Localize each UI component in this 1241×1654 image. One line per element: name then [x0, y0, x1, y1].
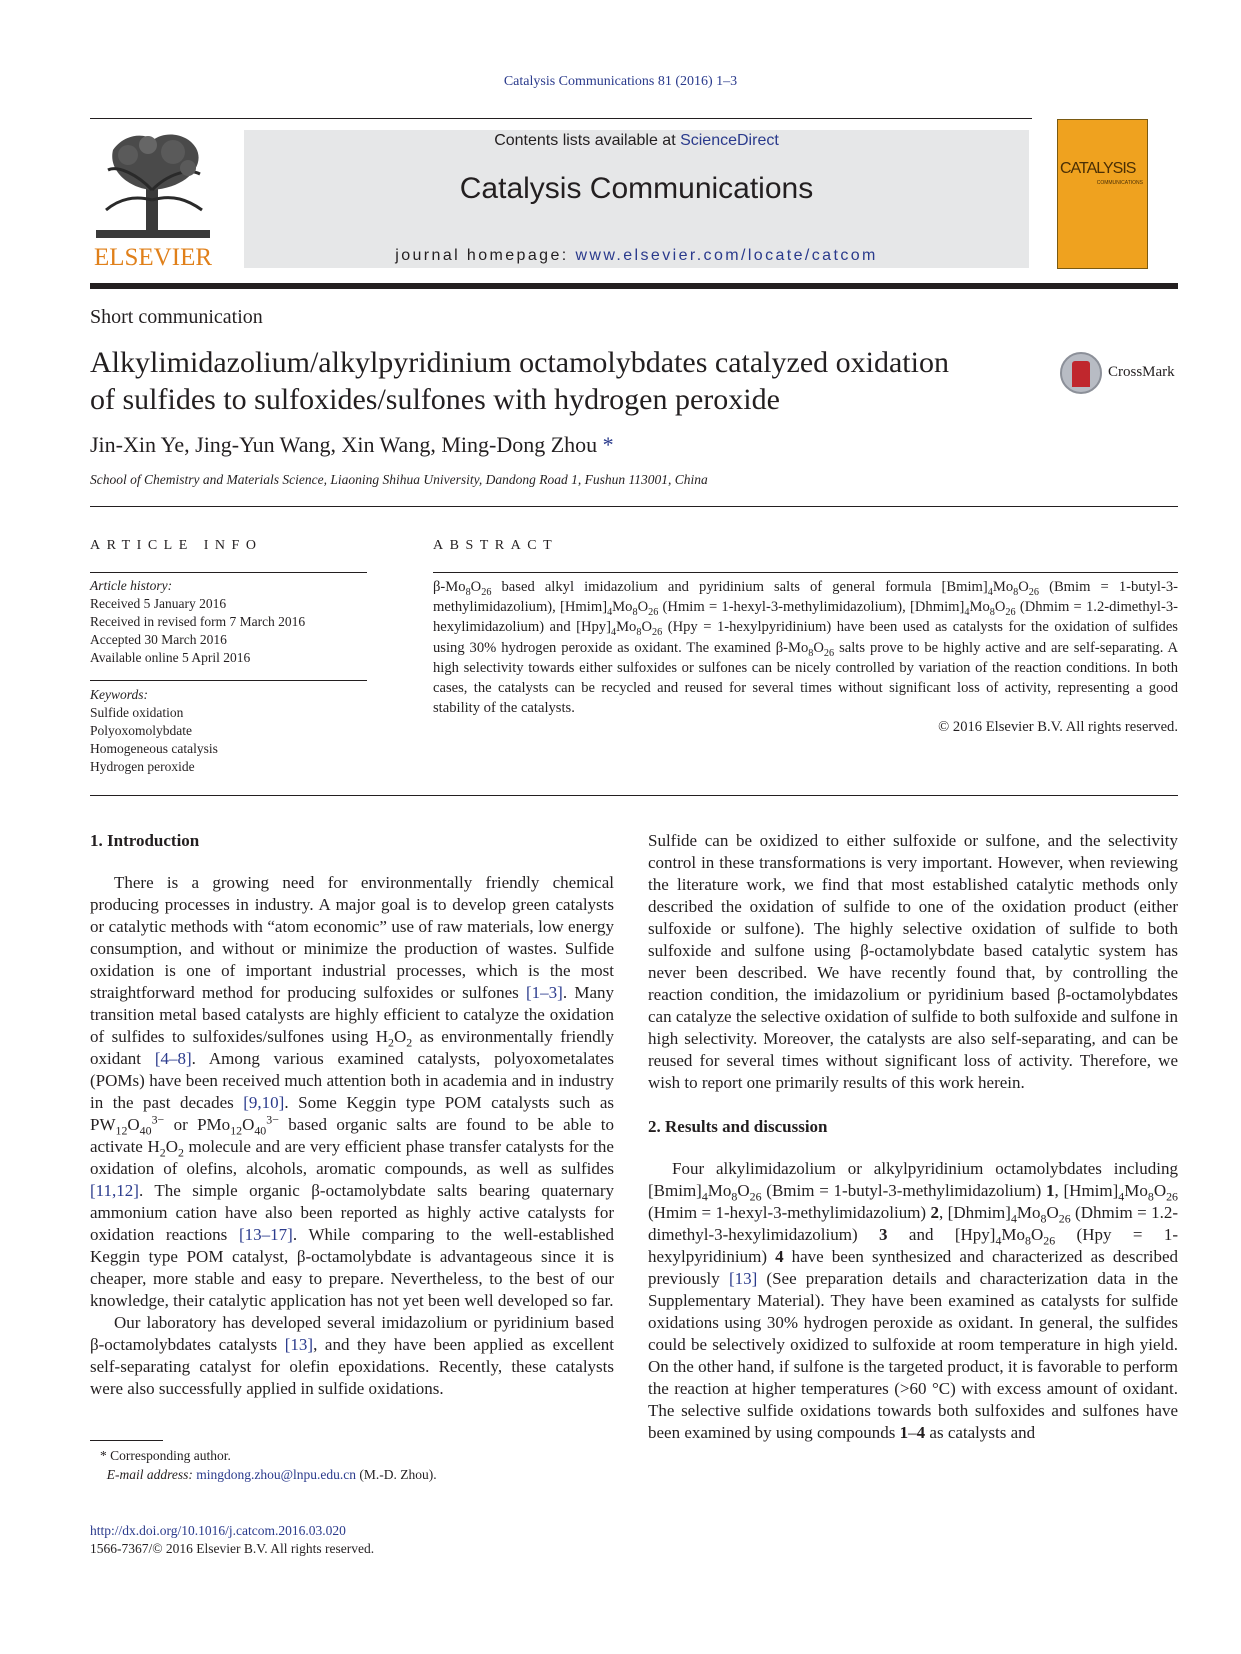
tree-icon: [88, 130, 218, 242]
abstract-bottom-rule: [90, 795, 1178, 796]
affiliation: School of Chemistry and Materials Science, Liaoning Shihua University, Dandong Road 1, Fushun 113001, China: [90, 472, 708, 487]
keyword: Hydrogen peroxide: [90, 759, 195, 774]
contents-line: Contents lists available at ScienceDirect: [494, 132, 779, 149]
email-link[interactable]: mingdong.zhou@lnpu.edu.cn: [196, 1467, 357, 1482]
abstract-heading: ABSTRACT: [433, 538, 559, 553]
citation-link[interactable]: [9,10]: [243, 1093, 285, 1112]
doi-link[interactable]: http://dx.doi.org/10.1016/j.catcom.2016.03.020: [90, 1523, 346, 1538]
journal-title: Catalysis Communications: [459, 172, 814, 205]
section-heading-results: 2. Results and discussion: [648, 1117, 828, 1136]
keyword: Polyoxomolybdate: [90, 723, 192, 738]
paragraph: Our laboratory has developed several imidazolium or pyridinium based β-octamolybdates catalysts [13], and they have been applied as excellent self-separating catalyst for olefin epoxidations. Recently, these catalysts were also successfully applied in sulfide oxidations.: [90, 1313, 615, 1398]
homepage-line: journal homepage: www.elsevier.com/locate/catcom: [395, 247, 878, 264]
info-rule: [90, 572, 367, 573]
paragraph: There is a growing need for environmentally friendly chemical producing processes in industry. A major goal is to develop green catalysts or catalytic methods with “atom economic” use of raw materials, low energy consumption, and without or minimize the production of wastes. Sulfide oxidation is one of important industrial processes, which is the most straightforward method for producing sulfoxides or sulfones [1–3]. Many transition metal based catalysts are highly efficient to catalyze the oxidation of sulfides to sulfoxides/sulfones using $H_2O_2$ as environmentally friendly oxidant [4–8]. Among various examined catalysts, polyoxometalates (POMs) have been received much attention both in academia and in industry in the past decades [9,10]. Some Keggin type POM catalysts such as $PW_{12}O_{40}^{3-}$ or $PMo_{12}O_{40}^{3-}$ based organic salts are found to be able to activate $H_2O_2$ molecule and are very efficient phase transfer catalysts for the oxidation of olefins, alcohols, aromatic compounds, as well as sulfides [11,12]. The simple organic β-octamolybdate salts bearing quaternary ammonium cation have also been reported as highly active catalysts for oxidation reactions [13–17]. While comparing to the well-established Keggin type POM catalyst, β-octamolybdate is advantageous since it is cheaper, more stable and easy to prepare. Nevertheless, to the best of our knowledge, their catalytic application has not yet been well developed so far.: [90, 873, 615, 1310]
article-type: Short communication: [90, 306, 263, 328]
crossmark-button[interactable]: [1060, 352, 1180, 398]
footnote-rule: [90, 1440, 163, 1441]
abstract-copyright: © 2016 Elsevier B.V. All rights reserved.: [938, 719, 1178, 735]
crossmark-icon: [1060, 352, 1102, 394]
journal-cover-thumbnail[interactable]: [1057, 119, 1148, 269]
paragraph: Sulfide can be oxidized to either sulfoxide or sulfone, and the selectivity control in these transformations is very important. However, when reviewing the literature work, we find that most established catalytic methods only described the oxidation of sulfide to one of the oxidation product (either sulfoxide or sulfone). The highly selective oxidation of sulfide to both sulfoxide and sulfone using β-octamolybdate based catalytic system has never been described. We have recently found that, by controlling the reaction condition, the imidazolium or pyridinium based β-octamolybdates can catalyze the selective oxidation of sulfide to both sulfoxide and sulfone in high selectivity. Moreover, the catalysts are also self-separating, and can be reused for several times without significant loss of activity. Therefore, we wish to report one primarily results of this work herein.: [648, 831, 1178, 1092]
doi-footer: [90, 1522, 374, 1558]
homepage-link[interactable]: www.elsevier.com/locate/catcom: [575, 247, 878, 264]
keywords: Keywords: Sulfide oxidation Polyoxomolybdate Homogeneous catalysis Hydrogen peroxide: [90, 687, 218, 774]
cover-title: CATALYSIS: [1060, 160, 1136, 177]
section-heading-introduction: 1. Introduction: [90, 831, 200, 850]
abstract-body: $\beta-Mo_8O_{26}$ based alkyl imidazolium and pyridinium salts of general formula $[Bmim]_4Mo_8O_{26}$ (Bmim = 1-butyl-3-methylimidazolium), $[Hmim]_4Mo_8O_{26}$ (Hmim = 1-hexyl-3-methylimidazolium), $[Dhmim]_4Mo_8O_{26}$ (Dhmim = 1.2-dimethyl-3-hexylimidazolium) and $[Hpy]_4Mo_8O_{26}$ (Hpy = 1-hexylpyridinium) have been used as catalysts for the oxidation of sulfides using 30% hydrogen peroxide as oxidant. The examined $\beta-Mo_8O_{26}$ salts prove to be highly active and are self-separating. A high selectivity towards either sulfoxides or sulfones can be nicely controlled by variation of the reaction conditions. In both cases, the catalysts can be recycled and reused for several times without significant loss of activity, representing a good stability of the catalysts.: [433, 579, 1179, 717]
sciencedirect-link[interactable]: ScienceDirect: [680, 132, 779, 149]
corresponding-author-mark[interactable]: *: [597, 432, 614, 457]
citation-link[interactable]: [13–17]: [239, 1225, 293, 1244]
keywords-rule: [90, 680, 367, 681]
article-title: Alkylimidazolium/alkylpyridinium octamolybdates catalyzed oxidation of sulfides to sulfoxides/sulfones with hydrogen peroxide: [90, 346, 949, 416]
issn-line: 1566-7367/© 2016 Elsevier B.V. All rights reserved.: [90, 1541, 375, 1556]
citation-link[interactable]: [1–3]: [526, 983, 563, 1002]
author-list: Jin-Xin Ye, Jing-Yun Wang, Xin Wang, Ming-Dong Zhou *: [90, 432, 614, 457]
body-right-column: [648, 830, 1178, 1444]
abstract-rule: [433, 572, 1178, 573]
article-history: Article history: Received 5 January 2016 Received in revised form 7 March 2016 Accepted 30 March 2016 Available online 5 April 2016: [90, 578, 306, 665]
header-rule: [90, 118, 1032, 119]
citation-link[interactable]: [13]: [284, 1335, 314, 1354]
citation-link[interactable]: [13]: [728, 1269, 758, 1288]
paragraph: Four alkylimidazolium or alkylpyridinium octamolybdates including $[Bmim]_4Mo_8O_{26}$ (Bmim = 1-butyl-3-methylimidazolium) 1, $[Hmim]_4Mo_8O_{26}$ (Hmim = 1-hexyl-3-methylimidazolium) 2, $[Dhmim]_4Mo_8O_{26}$ (Dhmim = 1.2-dimethyl-3-hexylimidazolium) 3 and $[Hpy]_4Mo_8O_{26}$ (Hpy = 1-hexylpyridinium) 4 have been synthesized and characterized as described previously [13] (See preparation details and characterization data in the Supplementary Material). They have been examined as catalysts for sulfide oxidations using 30% hydrogen peroxide as oxidant. In general, the sulfides could be selectively oxidized to sulfoxide at room temperature in high yield. On the other hand, if sulfone is the targeted product, it is favorable to perform the reaction at higher temperatures (>60 °C) with excess amount of oxidant. The selective sulfide oxidations towards both sulfoxides and sulfones have been examined by using compounds 1–4 as catalysts and: [648, 1159, 1178, 1442]
article-info-heading: ARTICLE INFO: [90, 538, 263, 553]
journal-banner: [244, 130, 1029, 268]
journal-reference[interactable]: Catalysis Communications 81 (2016) 1–3: [503, 74, 738, 89]
elsevier-wordmark: ELSEVIER: [93, 244, 213, 271]
cover-subtitle: COMMUNICATIONS: [1096, 180, 1143, 186]
elsevier-logo[interactable]: [88, 130, 218, 272]
footnote: * Corresponding author. E-mail address: mingdong.zhou@lnpu.edu.cn (M.-D. Zhou).: [100, 1448, 437, 1482]
crossmark-label: CrossMark: [1108, 364, 1175, 380]
citation-link[interactable]: [4–8]: [154, 1049, 192, 1068]
title-rule: [90, 506, 1178, 507]
citation-link[interactable]: [11,12]: [90, 1181, 139, 1200]
body-left-column: [90, 830, 614, 1400]
header-thick-rule: [90, 283, 1178, 289]
keyword: Homogeneous catalysis: [90, 741, 218, 756]
keyword: Sulfide oxidation: [90, 705, 184, 720]
